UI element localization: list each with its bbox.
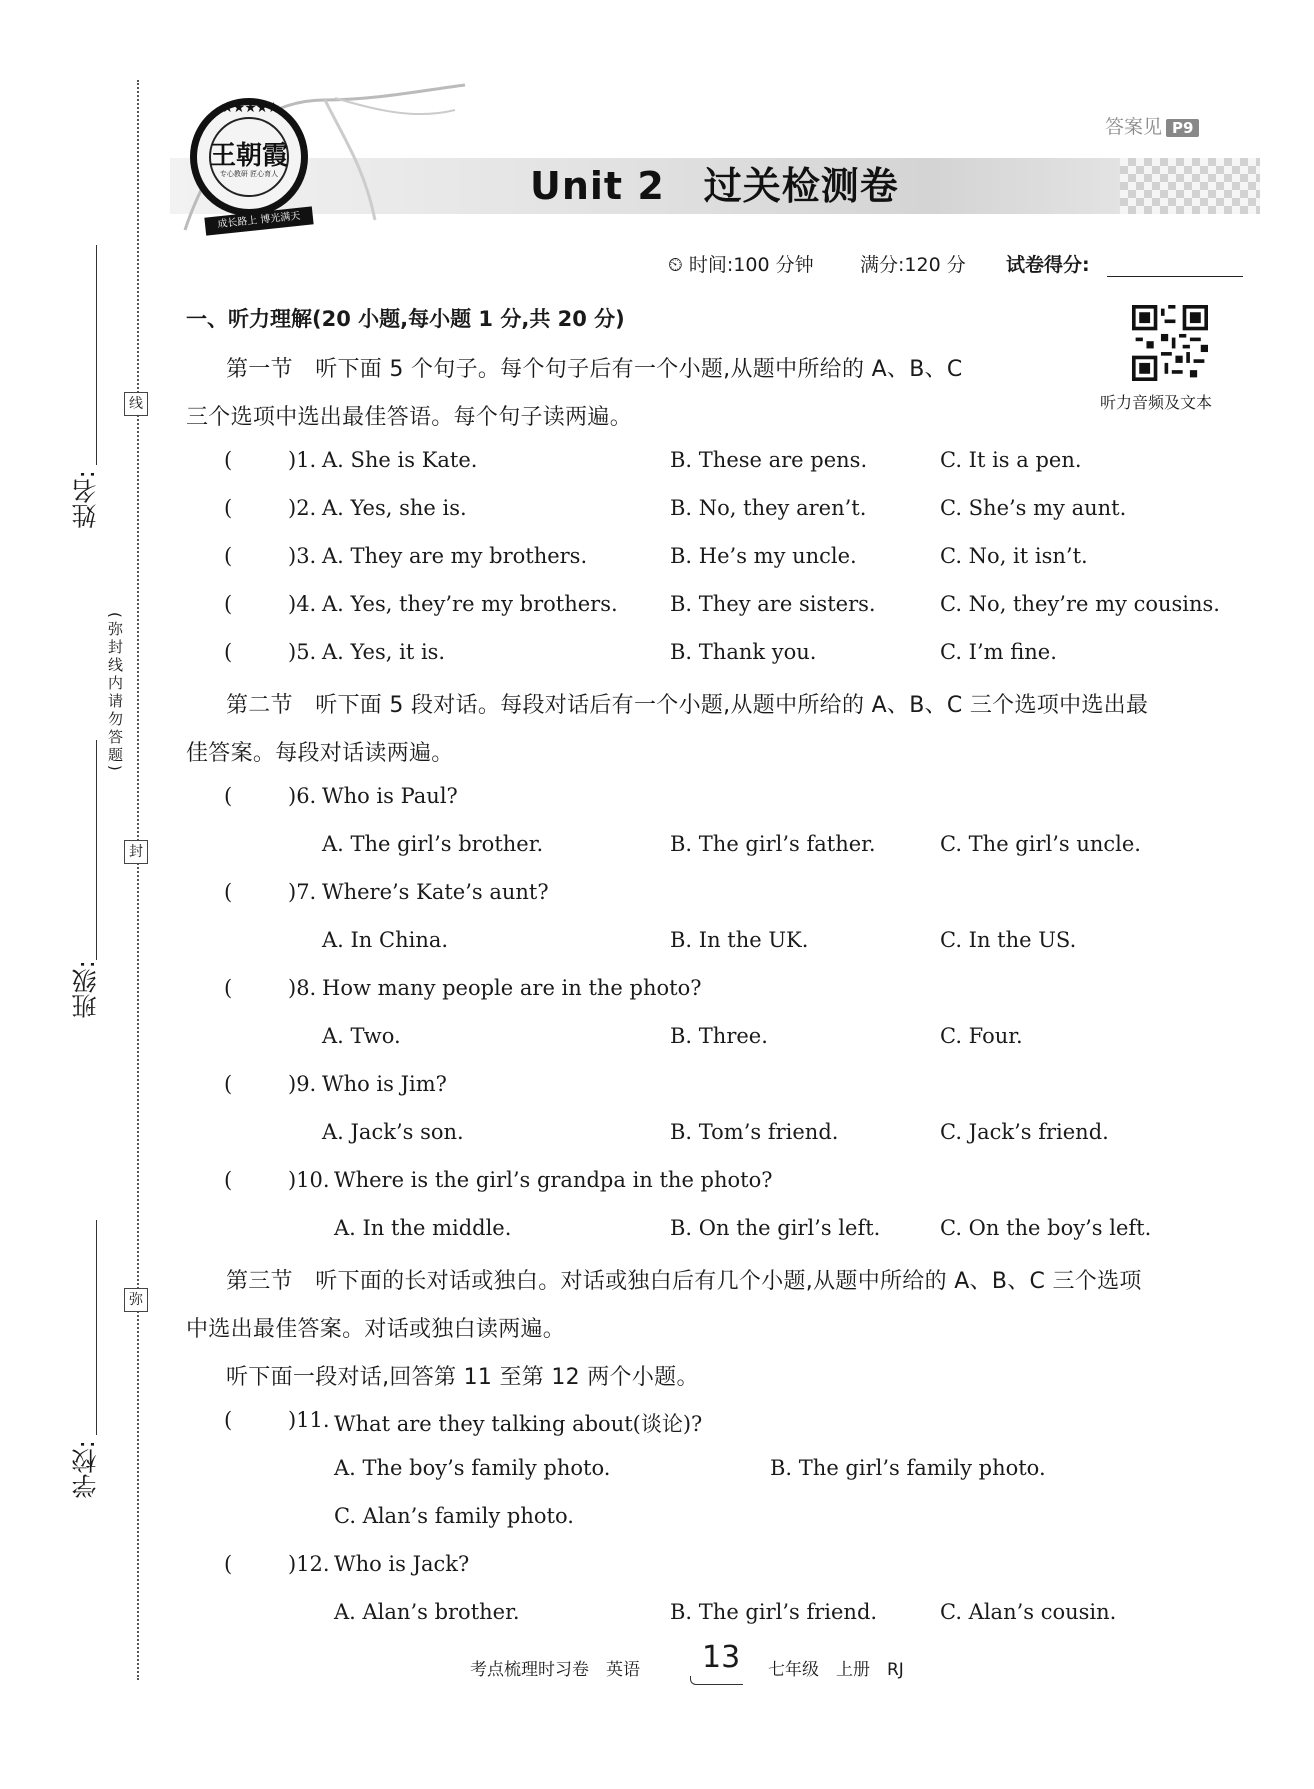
question-number: )2. bbox=[288, 496, 317, 520]
option-c: C. Jack’s friend. bbox=[940, 1120, 1109, 1144]
school-field-line bbox=[96, 1220, 97, 1435]
question-number: )3. bbox=[288, 544, 317, 568]
sec1-instruction-line2: 三个选项中选出最佳答语。每个句子读两遍。 bbox=[186, 405, 633, 430]
option-a: A. In the middle. bbox=[334, 1216, 512, 1240]
logo-subtext: 专心教研 匠心育人 bbox=[219, 170, 279, 178]
question-number: )6. bbox=[288, 784, 317, 808]
binding-note: (弥封线内请勿答题) bbox=[106, 612, 124, 774]
option-b: B. In the UK. bbox=[670, 928, 809, 952]
option-a: A. They are my brothers. bbox=[322, 544, 588, 568]
school-label: 学校: bbox=[71, 1440, 100, 1499]
sec1-instruction-line1: 第一节 听下面 5 个句子。每个句子后有一个小题,从题中所给的 A、B、C bbox=[226, 357, 963, 382]
question-stem: Where’s Kate’s aunt? bbox=[322, 880, 549, 904]
score-label: 试卷得分: bbox=[1006, 254, 1090, 276]
answer-blank[interactable]: ( bbox=[224, 448, 233, 472]
option-a: A. Yes, it is. bbox=[322, 640, 446, 664]
option-b: B. The girl’s family photo. bbox=[770, 1456, 1046, 1480]
answer-blank[interactable]: ( bbox=[224, 784, 233, 808]
class-field-line bbox=[96, 740, 97, 960]
option-a: A. The girl’s brother. bbox=[322, 832, 544, 856]
option-b: B. No, they aren’t. bbox=[670, 496, 867, 520]
logo-bar: 成长路上 博光满天 bbox=[204, 206, 313, 235]
question-stem: Who is Paul? bbox=[322, 784, 458, 808]
page-title: Unit 2 过关检测卷 bbox=[530, 164, 899, 208]
option-c: C. She’s my aunt. bbox=[940, 496, 1127, 520]
full-score: 满分:120 分 bbox=[860, 254, 966, 276]
page-number: 13 bbox=[702, 1640, 741, 1675]
question-number: )12. bbox=[288, 1552, 330, 1576]
binding-dotted-line bbox=[137, 80, 139, 1680]
option-b: B. They are sisters. bbox=[670, 592, 876, 616]
option-a: A. She is Kate. bbox=[322, 448, 478, 472]
sec2-instruction-line1: 第二节 听下面 5 段对话。每段对话后有一个小题,从题中所给的 A、B、C 三个选项中选出最 bbox=[226, 693, 1149, 718]
binding-mark-feng: 封 bbox=[124, 840, 148, 864]
name-field-line bbox=[96, 245, 97, 465]
option-b: B. The girl’s father. bbox=[670, 832, 876, 856]
option-c: C. No, they’re my cousins. bbox=[940, 592, 1220, 616]
score-field-line bbox=[1107, 276, 1243, 277]
option-a: A. Two. bbox=[322, 1024, 401, 1048]
option-c: C. Alan’s cousin. bbox=[940, 1600, 1117, 1624]
sec3-intro: 听下面一段对话,回答第 11 至第 12 两个小题。 bbox=[226, 1365, 699, 1390]
option-b: B. Three. bbox=[670, 1024, 768, 1048]
part1-title: 一、听力理解(20 小题,每小题 1 分,共 20 分) bbox=[186, 307, 625, 331]
sec3-instruction-line1: 第三节 听下面的长对话或独白。对话或独白后有几个小题,从题中所给的 A、B、C 三个选项 bbox=[226, 1269, 1142, 1294]
qr-code-icon bbox=[1132, 305, 1208, 381]
question-stem: Who is Jack? bbox=[334, 1552, 470, 1576]
question-stem: What are they talking about(谈论)? bbox=[334, 1412, 703, 1436]
question-number: )1. bbox=[288, 448, 317, 472]
clock-icon: ⏲ bbox=[668, 254, 683, 276]
class-label: 班级: bbox=[71, 960, 100, 1019]
answer-blank[interactable]: ( bbox=[224, 1552, 233, 1576]
option-a: A. Alan’s brother. bbox=[334, 1600, 520, 1624]
footer-right: 七年级 上册 RJ bbox=[768, 1660, 904, 1680]
option-a: A. Yes, she is. bbox=[322, 496, 467, 520]
banner-checker-pattern bbox=[1120, 158, 1260, 214]
option-c: C. The girl’s uncle. bbox=[940, 832, 1141, 856]
answer-blank[interactable]: ( bbox=[224, 880, 233, 904]
binding-mark-mi: 弥 bbox=[124, 1288, 148, 1312]
option-b: B. Thank you. bbox=[670, 640, 817, 664]
answer-reference bbox=[1105, 112, 1199, 139]
question-number: )5. bbox=[288, 640, 317, 664]
option-c: C. I’m fine. bbox=[940, 640, 1057, 664]
option-b: B. Tom’s friend. bbox=[670, 1120, 839, 1144]
option-a: A. In China. bbox=[322, 928, 449, 952]
answer-blank[interactable]: ( bbox=[224, 976, 233, 1000]
answer-blank[interactable]: ( bbox=[224, 1072, 233, 1096]
answer-blank[interactable]: ( bbox=[224, 496, 233, 520]
question-number: )7. bbox=[288, 880, 317, 904]
question-stem: Where is the girl’s grandpa in the photo? bbox=[334, 1168, 773, 1192]
time-info bbox=[668, 250, 814, 277]
option-b: B. On the girl’s left. bbox=[670, 1216, 881, 1240]
option-c: C. Four. bbox=[940, 1024, 1023, 1048]
qr-caption: 听力音频及文本 bbox=[1100, 393, 1213, 412]
option-b: B. He’s my uncle. bbox=[670, 544, 857, 568]
answer-ref-page: P9 bbox=[1166, 119, 1199, 137]
answer-blank[interactable]: ( bbox=[224, 592, 233, 616]
logo-stars-icon: ★★★★★ bbox=[221, 100, 279, 116]
question-number: )4. bbox=[288, 592, 317, 616]
option-c: C. No, it isn’t. bbox=[940, 544, 1088, 568]
option-c: C. Alan’s family photo. bbox=[334, 1504, 574, 1528]
option-c: C. It is a pen. bbox=[940, 448, 1082, 472]
option-c: C. In the US. bbox=[940, 928, 1077, 952]
answer-blank[interactable]: ( bbox=[224, 1168, 233, 1192]
question-number: )10. bbox=[288, 1168, 330, 1192]
time-label: 时间:100 分钟 bbox=[688, 254, 814, 276]
option-a: A. Yes, they’re my brothers. bbox=[322, 592, 618, 616]
answer-blank[interactable]: ( bbox=[224, 544, 233, 568]
option-c: C. On the boy’s left. bbox=[940, 1216, 1152, 1240]
question-number: )11. bbox=[288, 1408, 330, 1432]
logo-text: 王朝霞 bbox=[209, 141, 288, 171]
answer-ref-label: 答案见 bbox=[1105, 116, 1163, 138]
sec3-instruction-line2: 中选出最佳答案。对话或独白读两遍。 bbox=[186, 1317, 566, 1342]
question-number: )8. bbox=[288, 976, 317, 1000]
option-a: A. The boy’s family photo. bbox=[334, 1456, 611, 1480]
answer-blank[interactable]: ( bbox=[224, 1408, 233, 1432]
question-stem: Who is Jim? bbox=[322, 1072, 447, 1096]
sec2-instruction-line2: 佳答案。每段对话读两遍。 bbox=[186, 741, 454, 766]
question-stem: How many people are in the photo? bbox=[322, 976, 702, 1000]
option-b: B. The girl’s friend. bbox=[670, 1600, 878, 1624]
page-number-bracket bbox=[690, 1676, 743, 1685]
option-a: A. Jack’s son. bbox=[322, 1120, 464, 1144]
answer-blank[interactable]: ( bbox=[224, 640, 233, 664]
binding-mark-xian: 线 bbox=[124, 392, 148, 416]
footer-left: 考点梳理时习卷 英语 bbox=[470, 1660, 640, 1680]
option-b: B. These are pens. bbox=[670, 448, 868, 472]
question-number: )9. bbox=[288, 1072, 317, 1096]
name-label: 姓名: bbox=[71, 470, 100, 529]
